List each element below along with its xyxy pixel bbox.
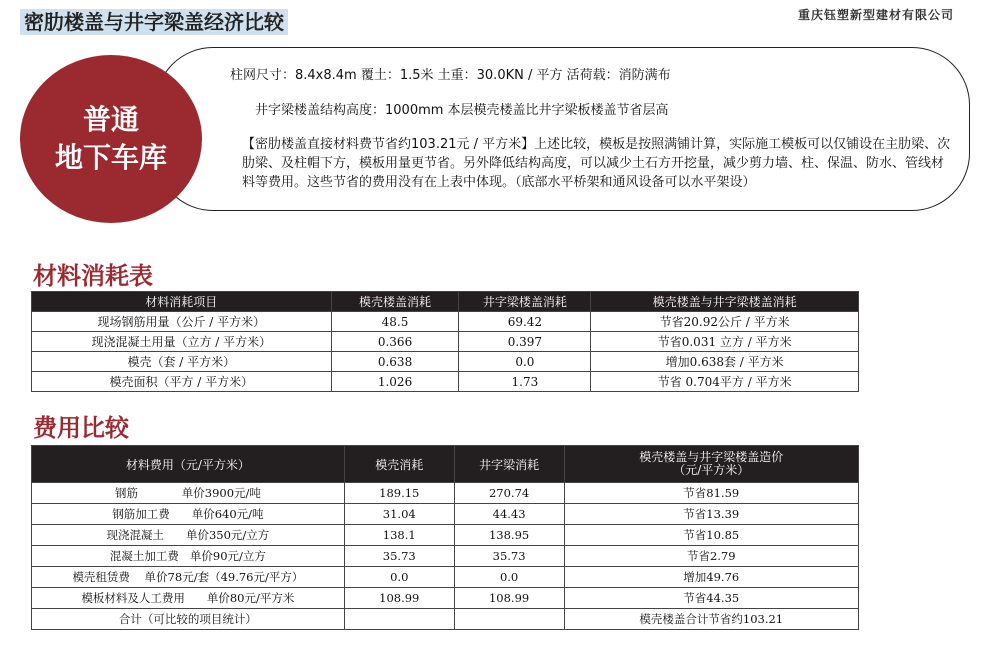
table-row <box>32 567 859 588</box>
badge-line2: 地下车库 <box>54 141 167 174</box>
table-cell: 混凝土加工费 单价90元/立方 <box>32 546 345 567</box>
cost-header: 材料费用（元/平方米） <box>32 446 345 483</box>
cost-heading: 费用比较 <box>33 414 129 442</box>
info-line-1: 柱网尺寸：8.4x8.4m 覆土：1.5米 土重：30.0KN / 平方 活荷载：消防满布 <box>230 68 671 83</box>
table-cell: 0.638 <box>331 352 459 372</box>
table-row <box>32 546 859 567</box>
info-line-2: 井字梁楼盖结构高度：1000mm 本层模壳楼盖比井字梁板楼盖节省层高 <box>255 103 669 118</box>
table-cell: 节省2.79 <box>564 546 858 567</box>
table-cell: 模壳租赁费 单价78元/套（49.76元/平方） <box>32 567 345 588</box>
table-cell: 模壳楼盖合计节省约103.21 <box>564 609 858 630</box>
table-cell: 35.73 <box>454 546 564 567</box>
table-cell: 270.74 <box>454 483 564 504</box>
table-cell: 增加0.638套 / 平方米 <box>591 352 859 372</box>
table-cell: 模壳面积（平方 / 平方米） <box>32 372 332 392</box>
table-row <box>32 332 859 352</box>
table-row <box>32 372 859 392</box>
badge-circle <box>20 55 202 223</box>
table-row <box>32 504 859 525</box>
table-cell: 108.99 <box>454 588 564 609</box>
table-cell: 0.0 <box>454 567 564 588</box>
table-row <box>32 312 859 332</box>
table-cell: 现浇混凝土用量（立方 / 平方米） <box>32 332 332 352</box>
table-cell: 钢筋 单价3900元/吨 <box>32 483 345 504</box>
table-row <box>32 609 859 630</box>
info-paragraph: 【密肋楼盖直接材料费节省约103.21元 / 平方米】上述比较，模板是按照满铺计算，实际施工模板可以仅铺设在主肋梁、次肋梁、及柱帽下方，模板用量更节省。另外降低结构高度，可以减少土石方开挖量，减少剪力墙、柱、保温、防水、管线材料等费用。这些节省的费用没有在上表中体现。（底部水平桥架和通风设备可以水平架设） <box>242 137 951 190</box>
table-cell: 现浇混凝土 单价350元/立方 <box>32 525 345 546</box>
table-cell: 节省10.85 <box>564 525 858 546</box>
cost-header: 模壳楼盖与井字梁楼盖造价 （元/平方米） <box>564 446 858 483</box>
table-cell: 模壳（套 / 平方米） <box>32 352 332 372</box>
material-header: 模壳楼盖与井字梁楼盖消耗 <box>591 292 859 312</box>
table-cell: 44.43 <box>454 504 564 525</box>
table-cell: 35.73 <box>344 546 454 567</box>
cost-table <box>31 445 859 630</box>
cost-header: 模壳消耗 <box>344 446 454 483</box>
table-cell <box>454 609 564 630</box>
company-name: 重庆钰塑新型建材有限公司 <box>797 8 954 22</box>
table-cell: 钢筋加工费 单价640元/吨 <box>32 504 345 525</box>
material-header: 模壳楼盖消耗 <box>331 292 459 312</box>
table-cell: 1.026 <box>331 372 459 392</box>
table-cell: 节省20.92公斤 / 平方米 <box>591 312 859 332</box>
table-cell: 138.1 <box>344 525 454 546</box>
table-cell: 增加49.76 <box>564 567 858 588</box>
table-cell: 合计（可比较的项目统计） <box>32 609 345 630</box>
table-cell: 节省81.59 <box>564 483 858 504</box>
table-cell: 31.04 <box>344 504 454 525</box>
table-row <box>32 483 859 504</box>
material-header: 材料消耗项目 <box>32 292 332 312</box>
table-cell: 108.99 <box>344 588 454 609</box>
material-heading: 材料消耗表 <box>33 262 153 290</box>
table-cell: 1.73 <box>459 372 591 392</box>
table-cell: 节省13.39 <box>564 504 858 525</box>
table-cell: 模板材料及人工费用 单价80元/平方米 <box>32 588 345 609</box>
table-cell: 现场钢筋用量（公斤 / 平方米） <box>32 312 332 332</box>
table-cell: 189.15 <box>344 483 454 504</box>
table-cell <box>344 609 454 630</box>
table-row <box>32 352 859 372</box>
table-row <box>32 588 859 609</box>
material-header: 井字梁楼盖消耗 <box>459 292 591 312</box>
cost-header: 井字梁消耗 <box>454 446 564 483</box>
table-cell: 节省 0.704平方 / 平方米 <box>591 372 859 392</box>
page-title: 密肋楼盖与井字梁盖经济比较 <box>20 9 288 35</box>
table-cell: 节省0.031 立方 / 平方米 <box>591 332 859 352</box>
table-cell: 节省44.35 <box>564 588 858 609</box>
table-cell: 0.0 <box>459 352 591 372</box>
table-cell: 0.397 <box>459 332 591 352</box>
table-cell: 0.366 <box>331 332 459 352</box>
badge-line1: 普通 <box>82 103 139 136</box>
table-cell: 69.42 <box>459 312 591 332</box>
table-cell: 138.95 <box>454 525 564 546</box>
table-cell: 0.0 <box>344 567 454 588</box>
table-cell: 48.5 <box>331 312 459 332</box>
table-row <box>32 525 859 546</box>
material-table <box>31 291 859 392</box>
